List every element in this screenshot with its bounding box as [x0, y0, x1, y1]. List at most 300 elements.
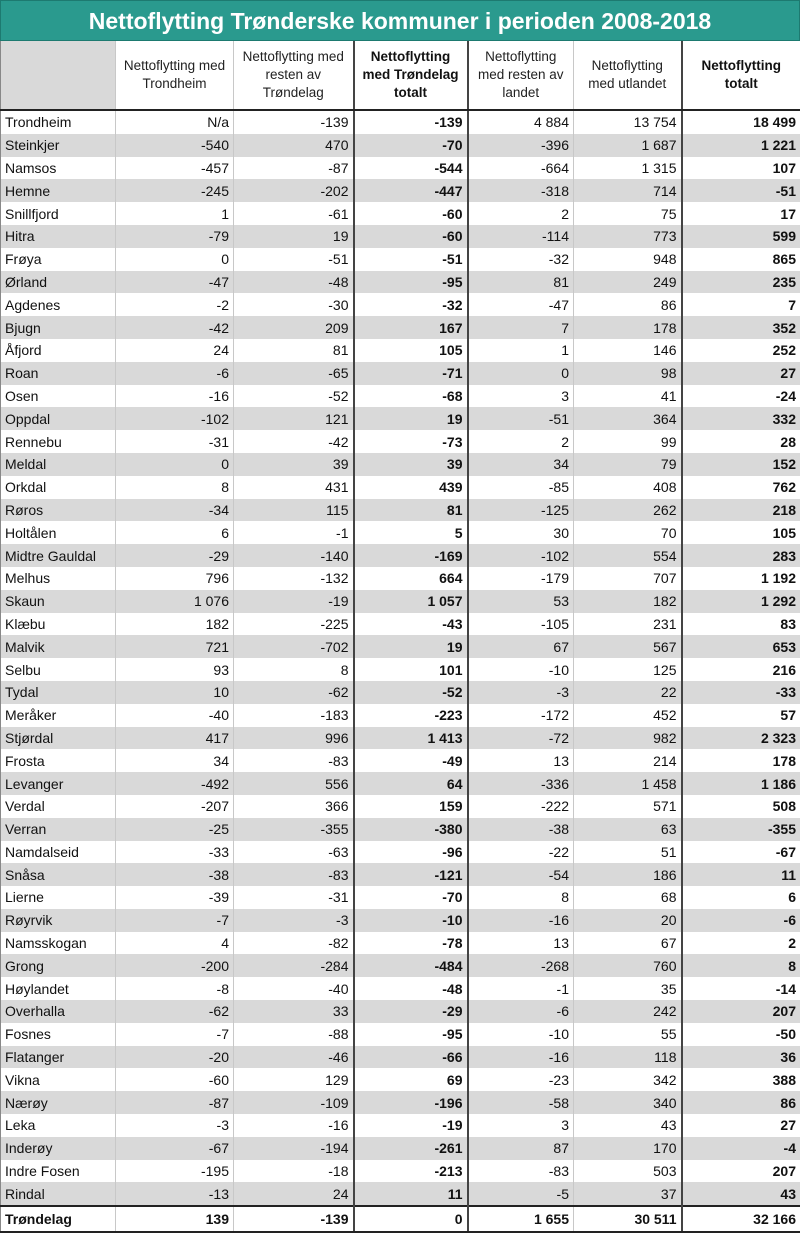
table-row: [1, 1023, 800, 1046]
value-rest-trondelag: 556: [234, 772, 354, 795]
value-total: 57: [682, 704, 800, 727]
value-total: -355: [682, 818, 800, 841]
value-rest-landet: -38: [468, 818, 574, 841]
value-total: 2 323: [682, 727, 800, 750]
value-total: 865: [682, 248, 800, 271]
table-body: [1, 110, 800, 1232]
value-rest-trondelag: 39: [234, 453, 354, 476]
header-row: [1, 41, 800, 110]
value-trondheim: N/a: [116, 110, 234, 134]
municipality-name: Bjugn: [1, 316, 116, 339]
value-rest-trondelag: 115: [234, 499, 354, 522]
value-trondheim: -38: [116, 863, 234, 886]
value-utlandet: 452: [574, 704, 682, 727]
value-trondelag-total: -66: [354, 1046, 468, 1069]
value-rest-trondelag: -19: [234, 590, 354, 613]
value-rest-trondelag: -18: [234, 1160, 354, 1183]
value-rest-trondelag: -88: [234, 1023, 354, 1046]
value-trondheim: 4: [116, 932, 234, 955]
value-rest-landet: 2: [468, 202, 574, 225]
value-trondelag-total: -43: [354, 613, 468, 636]
value-utlandet: 503: [574, 1160, 682, 1183]
value-trondelag-total: -73: [354, 430, 468, 453]
value-total: -6: [682, 909, 800, 932]
table-row: [1, 681, 800, 704]
value-trondheim: 93: [116, 658, 234, 681]
value-trondheim: -25: [116, 818, 234, 841]
value-trondelag-total: -52: [354, 681, 468, 704]
value-rest-trondelag: 470: [234, 134, 354, 157]
value-utlandet: 182: [574, 590, 682, 613]
total-value-rest-landet: 1 655: [468, 1206, 574, 1232]
value-trondheim: -8: [116, 977, 234, 1000]
value-rest-trondelag: 121: [234, 407, 354, 430]
value-rest-landet: -47: [468, 293, 574, 316]
value-rest-landet: -105: [468, 613, 574, 636]
value-rest-trondelag: -65: [234, 362, 354, 385]
value-trondheim: -540: [116, 134, 234, 157]
value-trondelag-total: 5: [354, 521, 468, 544]
value-trondelag-total: -95: [354, 271, 468, 294]
municipality-name: Verran: [1, 818, 116, 841]
value-total: -4: [682, 1137, 800, 1160]
value-trondheim: -34: [116, 499, 234, 522]
value-trondheim: -195: [116, 1160, 234, 1183]
value-rest-landet: 13: [468, 749, 574, 772]
value-trondelag-total: -121: [354, 863, 468, 886]
value-rest-trondelag: 24: [234, 1182, 354, 1206]
value-total: 36: [682, 1046, 800, 1069]
value-rest-landet: -10: [468, 1023, 574, 1046]
value-utlandet: 37: [574, 1182, 682, 1206]
value-trondheim: 24: [116, 339, 234, 362]
total-value-utlandet: 30 511: [574, 1206, 682, 1232]
total-value-total: 32 166: [682, 1206, 800, 1232]
value-trondelag-total: 19: [354, 635, 468, 658]
value-total: 27: [682, 1114, 800, 1137]
value-trondelag-total: 101: [354, 658, 468, 681]
value-total: 11: [682, 863, 800, 886]
table-row: [1, 179, 800, 202]
value-trondheim: -7: [116, 1023, 234, 1046]
value-rest-landet: 3: [468, 385, 574, 408]
value-utlandet: 98: [574, 362, 682, 385]
value-trondelag-total: -19: [354, 1114, 468, 1137]
value-rest-trondelag: 431: [234, 476, 354, 499]
value-total: 599: [682, 225, 800, 248]
value-utlandet: 118: [574, 1046, 682, 1069]
value-rest-landet: -222: [468, 795, 574, 818]
table-row: [1, 795, 800, 818]
header-rest-landet: Nettoflytting med resten av landet: [468, 41, 574, 110]
value-rest-landet: -114: [468, 225, 574, 248]
municipality-name: Orkdal: [1, 476, 116, 499]
value-utlandet: 178: [574, 316, 682, 339]
table-row: [1, 954, 800, 977]
value-trondheim: -33: [116, 841, 234, 864]
value-trondelag-total: -213: [354, 1160, 468, 1183]
value-trondelag-total: -70: [354, 134, 468, 157]
total-value-trondelag-total: 0: [354, 1206, 468, 1232]
value-total: 83: [682, 613, 800, 636]
value-trondelag-total: -196: [354, 1091, 468, 1114]
value-utlandet: 186: [574, 863, 682, 886]
table-row: [1, 590, 800, 613]
value-total: -33: [682, 681, 800, 704]
header-stub: [1, 41, 116, 110]
table-row: [1, 157, 800, 180]
value-rest-landet: 1: [468, 339, 574, 362]
value-rest-landet: -102: [468, 544, 574, 567]
value-rest-landet: -32: [468, 248, 574, 271]
value-utlandet: 364: [574, 407, 682, 430]
value-trondheim: 0: [116, 248, 234, 271]
value-trondelag-total: -223: [354, 704, 468, 727]
value-total: 178: [682, 749, 800, 772]
municipality-name: Grong: [1, 954, 116, 977]
value-rest-landet: -54: [468, 863, 574, 886]
value-trondelag-total: -32: [354, 293, 468, 316]
table-row: [1, 407, 800, 430]
value-utlandet: 67: [574, 932, 682, 955]
table-row: [1, 385, 800, 408]
value-rest-trondelag: 366: [234, 795, 354, 818]
value-utlandet: 242: [574, 1000, 682, 1023]
value-rest-trondelag: -355: [234, 818, 354, 841]
value-rest-landet: -10: [468, 658, 574, 681]
value-total: -24: [682, 385, 800, 408]
value-rest-landet: 67: [468, 635, 574, 658]
value-trondelag-total: -261: [354, 1137, 468, 1160]
table-row: [1, 1000, 800, 1023]
value-utlandet: 99: [574, 430, 682, 453]
value-trondelag-total: -96: [354, 841, 468, 864]
municipality-name: Lierne: [1, 886, 116, 909]
value-total: -14: [682, 977, 800, 1000]
municipality-name: Oppdal: [1, 407, 116, 430]
value-utlandet: 79: [574, 453, 682, 476]
value-trondelag-total: -60: [354, 225, 468, 248]
value-trondheim: -20: [116, 1046, 234, 1069]
value-rest-landet: -1: [468, 977, 574, 1000]
value-utlandet: 760: [574, 954, 682, 977]
value-rest-landet: 2: [468, 430, 574, 453]
municipality-name: Agdenes: [1, 293, 116, 316]
table-row: [1, 749, 800, 772]
value-trondheim: 417: [116, 727, 234, 750]
value-trondheim: -7: [116, 909, 234, 932]
value-total: 762: [682, 476, 800, 499]
total-row: [1, 1206, 800, 1232]
value-total: 2: [682, 932, 800, 955]
value-trondheim: 34: [116, 749, 234, 772]
table-row: [1, 863, 800, 886]
municipality-name: Meråker: [1, 704, 116, 727]
value-total: 18 499: [682, 110, 800, 134]
value-trondheim: -87: [116, 1091, 234, 1114]
value-rest-trondelag: -3: [234, 909, 354, 932]
value-trondheim: -13: [116, 1182, 234, 1206]
value-utlandet: 249: [574, 271, 682, 294]
table-row: [1, 727, 800, 750]
value-utlandet: 13 754: [574, 110, 682, 134]
value-trondheim: 1: [116, 202, 234, 225]
value-total: 7: [682, 293, 800, 316]
table-row: [1, 544, 800, 567]
value-utlandet: 35: [574, 977, 682, 1000]
value-rest-trondelag: -31: [234, 886, 354, 909]
value-utlandet: 262: [574, 499, 682, 522]
value-utlandet: 773: [574, 225, 682, 248]
value-rest-trondelag: 996: [234, 727, 354, 750]
value-trondheim: -60: [116, 1068, 234, 1091]
value-total: 207: [682, 1160, 800, 1183]
table-title: Nettoflytting Trønderske kommuner i perioden 2008-2018: [0, 0, 800, 41]
value-rest-landet: 4 884: [468, 110, 574, 134]
value-total: 17: [682, 202, 800, 225]
table-row: [1, 886, 800, 909]
value-trondelag-total: 1 413: [354, 727, 468, 750]
table-row: [1, 635, 800, 658]
value-trondelag-total: 19: [354, 407, 468, 430]
value-rest-trondelag: -42: [234, 430, 354, 453]
municipality-name: Hemne: [1, 179, 116, 202]
value-trondelag-total: 105: [354, 339, 468, 362]
value-trondelag-total: -169: [354, 544, 468, 567]
value-rest-trondelag: -62: [234, 681, 354, 704]
value-trondelag-total: 64: [354, 772, 468, 795]
value-trondheim: -6: [116, 362, 234, 385]
value-trondelag-total: -71: [354, 362, 468, 385]
value-utlandet: 340: [574, 1091, 682, 1114]
value-trondheim: 796: [116, 567, 234, 590]
header-trondheim: Nettoflytting med Trondheim: [116, 41, 234, 110]
value-utlandet: 408: [574, 476, 682, 499]
value-trondelag-total: 167: [354, 316, 468, 339]
value-rest-landet: -268: [468, 954, 574, 977]
value-total: 207: [682, 1000, 800, 1023]
municipality-name: Selbu: [1, 658, 116, 681]
table-row: [1, 932, 800, 955]
value-total: 352: [682, 316, 800, 339]
value-total: -51: [682, 179, 800, 202]
table-row: [1, 1046, 800, 1069]
table-row: [1, 1114, 800, 1137]
value-rest-trondelag: 129: [234, 1068, 354, 1091]
value-trondheim: -79: [116, 225, 234, 248]
table-row: [1, 225, 800, 248]
table-row: [1, 110, 800, 134]
municipality-name: Skaun: [1, 590, 116, 613]
value-total: 1 192: [682, 567, 800, 590]
value-utlandet: 714: [574, 179, 682, 202]
value-trondheim: -67: [116, 1137, 234, 1160]
value-trondelag-total: -95: [354, 1023, 468, 1046]
value-rest-landet: -172: [468, 704, 574, 727]
municipality-name: Inderøy: [1, 1137, 116, 1160]
table-row: [1, 202, 800, 225]
value-trondelag-total: 159: [354, 795, 468, 818]
table-row: [1, 430, 800, 453]
value-total: 6: [682, 886, 800, 909]
value-utlandet: 51: [574, 841, 682, 864]
value-total: 27: [682, 362, 800, 385]
value-rest-landet: -6: [468, 1000, 574, 1023]
value-rest-trondelag: -183: [234, 704, 354, 727]
value-trondelag-total: -447: [354, 179, 468, 202]
value-trondheim: 10: [116, 681, 234, 704]
value-rest-trondelag: -63: [234, 841, 354, 864]
value-utlandet: 982: [574, 727, 682, 750]
table-row: [1, 1137, 800, 1160]
municipality-name: Nærøy: [1, 1091, 116, 1114]
value-total: 86: [682, 1091, 800, 1114]
table-row: [1, 293, 800, 316]
migration-table: [0, 41, 800, 1233]
municipality-name: Roan: [1, 362, 116, 385]
value-rest-landet: 53: [468, 590, 574, 613]
value-trondelag-total: 81: [354, 499, 468, 522]
value-trondheim: -16: [116, 385, 234, 408]
municipality-name: Overhalla: [1, 1000, 116, 1023]
value-trondheim: 6: [116, 521, 234, 544]
municipality-name: Røyrvik: [1, 909, 116, 932]
value-total: 1 186: [682, 772, 800, 795]
value-rest-trondelag: -83: [234, 863, 354, 886]
value-rest-trondelag: 209: [234, 316, 354, 339]
municipality-name: Frosta: [1, 749, 116, 772]
value-rest-landet: -16: [468, 909, 574, 932]
value-total: 653: [682, 635, 800, 658]
table-row: [1, 476, 800, 499]
value-utlandet: 1 458: [574, 772, 682, 795]
table-row: [1, 271, 800, 294]
total-value-trondheim: 139: [116, 1206, 234, 1232]
value-trondheim: -29: [116, 544, 234, 567]
value-rest-landet: 81: [468, 271, 574, 294]
value-rest-landet: -58: [468, 1091, 574, 1114]
municipality-name: Indre Fosen: [1, 1160, 116, 1183]
municipality-name: Trondheim: [1, 110, 116, 134]
value-utlandet: 707: [574, 567, 682, 590]
value-total: 8: [682, 954, 800, 977]
value-trondheim: -207: [116, 795, 234, 818]
municipality-name: Osen: [1, 385, 116, 408]
value-trondheim: -31: [116, 430, 234, 453]
value-utlandet: 571: [574, 795, 682, 818]
municipality-name: Frøya: [1, 248, 116, 271]
value-utlandet: 43: [574, 1114, 682, 1137]
table-row: [1, 521, 800, 544]
value-total: 508: [682, 795, 800, 818]
table-row: [1, 772, 800, 795]
value-trondheim: 721: [116, 635, 234, 658]
value-trondheim: -42: [116, 316, 234, 339]
table-row: [1, 134, 800, 157]
value-rest-landet: -22: [468, 841, 574, 864]
value-utlandet: 214: [574, 749, 682, 772]
table-row: [1, 453, 800, 476]
municipality-name: Fosnes: [1, 1023, 116, 1046]
municipality-name: Vikna: [1, 1068, 116, 1091]
municipality-name: Stjørdal: [1, 727, 116, 750]
value-rest-trondelag: 8: [234, 658, 354, 681]
value-total: 1 221: [682, 134, 800, 157]
value-trondheim: 1 076: [116, 590, 234, 613]
value-rest-trondelag: -16: [234, 1114, 354, 1137]
value-rest-trondelag: 81: [234, 339, 354, 362]
municipality-name: Verdal: [1, 795, 116, 818]
value-total: 152: [682, 453, 800, 476]
total-value-rest-trondelag: -139: [234, 1206, 354, 1232]
value-utlandet: 1 687: [574, 134, 682, 157]
value-rest-landet: -318: [468, 179, 574, 202]
value-utlandet: 70: [574, 521, 682, 544]
value-rest-trondelag: 33: [234, 1000, 354, 1023]
table-row: [1, 1091, 800, 1114]
value-trondheim: 8: [116, 476, 234, 499]
value-rest-trondelag: -61: [234, 202, 354, 225]
table-row: [1, 818, 800, 841]
table-row: [1, 1160, 800, 1183]
table-row: [1, 909, 800, 932]
value-trondheim: -457: [116, 157, 234, 180]
value-total: -67: [682, 841, 800, 864]
value-rest-landet: 87: [468, 1137, 574, 1160]
value-rest-trondelag: -225: [234, 613, 354, 636]
value-trondheim: -3: [116, 1114, 234, 1137]
value-utlandet: 22: [574, 681, 682, 704]
municipality-name: Namsskogan: [1, 932, 116, 955]
value-trondelag-total: -68: [354, 385, 468, 408]
value-utlandet: 567: [574, 635, 682, 658]
municipality-name: Åfjord: [1, 339, 116, 362]
municipality-name: Rennebu: [1, 430, 116, 453]
value-rest-trondelag: -48: [234, 271, 354, 294]
value-trondelag-total: -29: [354, 1000, 468, 1023]
table-row: [1, 658, 800, 681]
value-rest-landet: -179: [468, 567, 574, 590]
municipality-name: Levanger: [1, 772, 116, 795]
value-rest-trondelag: -30: [234, 293, 354, 316]
value-rest-trondelag: 19: [234, 225, 354, 248]
value-utlandet: 170: [574, 1137, 682, 1160]
value-rest-landet: -85: [468, 476, 574, 499]
value-utlandet: 55: [574, 1023, 682, 1046]
municipality-name: Ørland: [1, 271, 116, 294]
value-trondelag-total: -60: [354, 202, 468, 225]
table-row: [1, 841, 800, 864]
value-total: 216: [682, 658, 800, 681]
value-rest-landet: -3: [468, 681, 574, 704]
value-utlandet: 342: [574, 1068, 682, 1091]
value-rest-landet: -336: [468, 772, 574, 795]
value-total: 283: [682, 544, 800, 567]
value-trondelag-total: -484: [354, 954, 468, 977]
value-trondheim: -47: [116, 271, 234, 294]
value-rest-trondelag: -194: [234, 1137, 354, 1160]
municipality-name: Namsos: [1, 157, 116, 180]
value-total: 388: [682, 1068, 800, 1091]
municipality-name: Meldal: [1, 453, 116, 476]
municipality-name: Rindal: [1, 1182, 116, 1206]
value-trondelag-total: 39: [354, 453, 468, 476]
header-trondelag-total: Nettoflytting med Trøndelag totalt: [354, 41, 468, 110]
municipality-name: Høylandet: [1, 977, 116, 1000]
value-rest-landet: -51: [468, 407, 574, 430]
value-utlandet: 75: [574, 202, 682, 225]
municipality-name: Melhus: [1, 567, 116, 590]
